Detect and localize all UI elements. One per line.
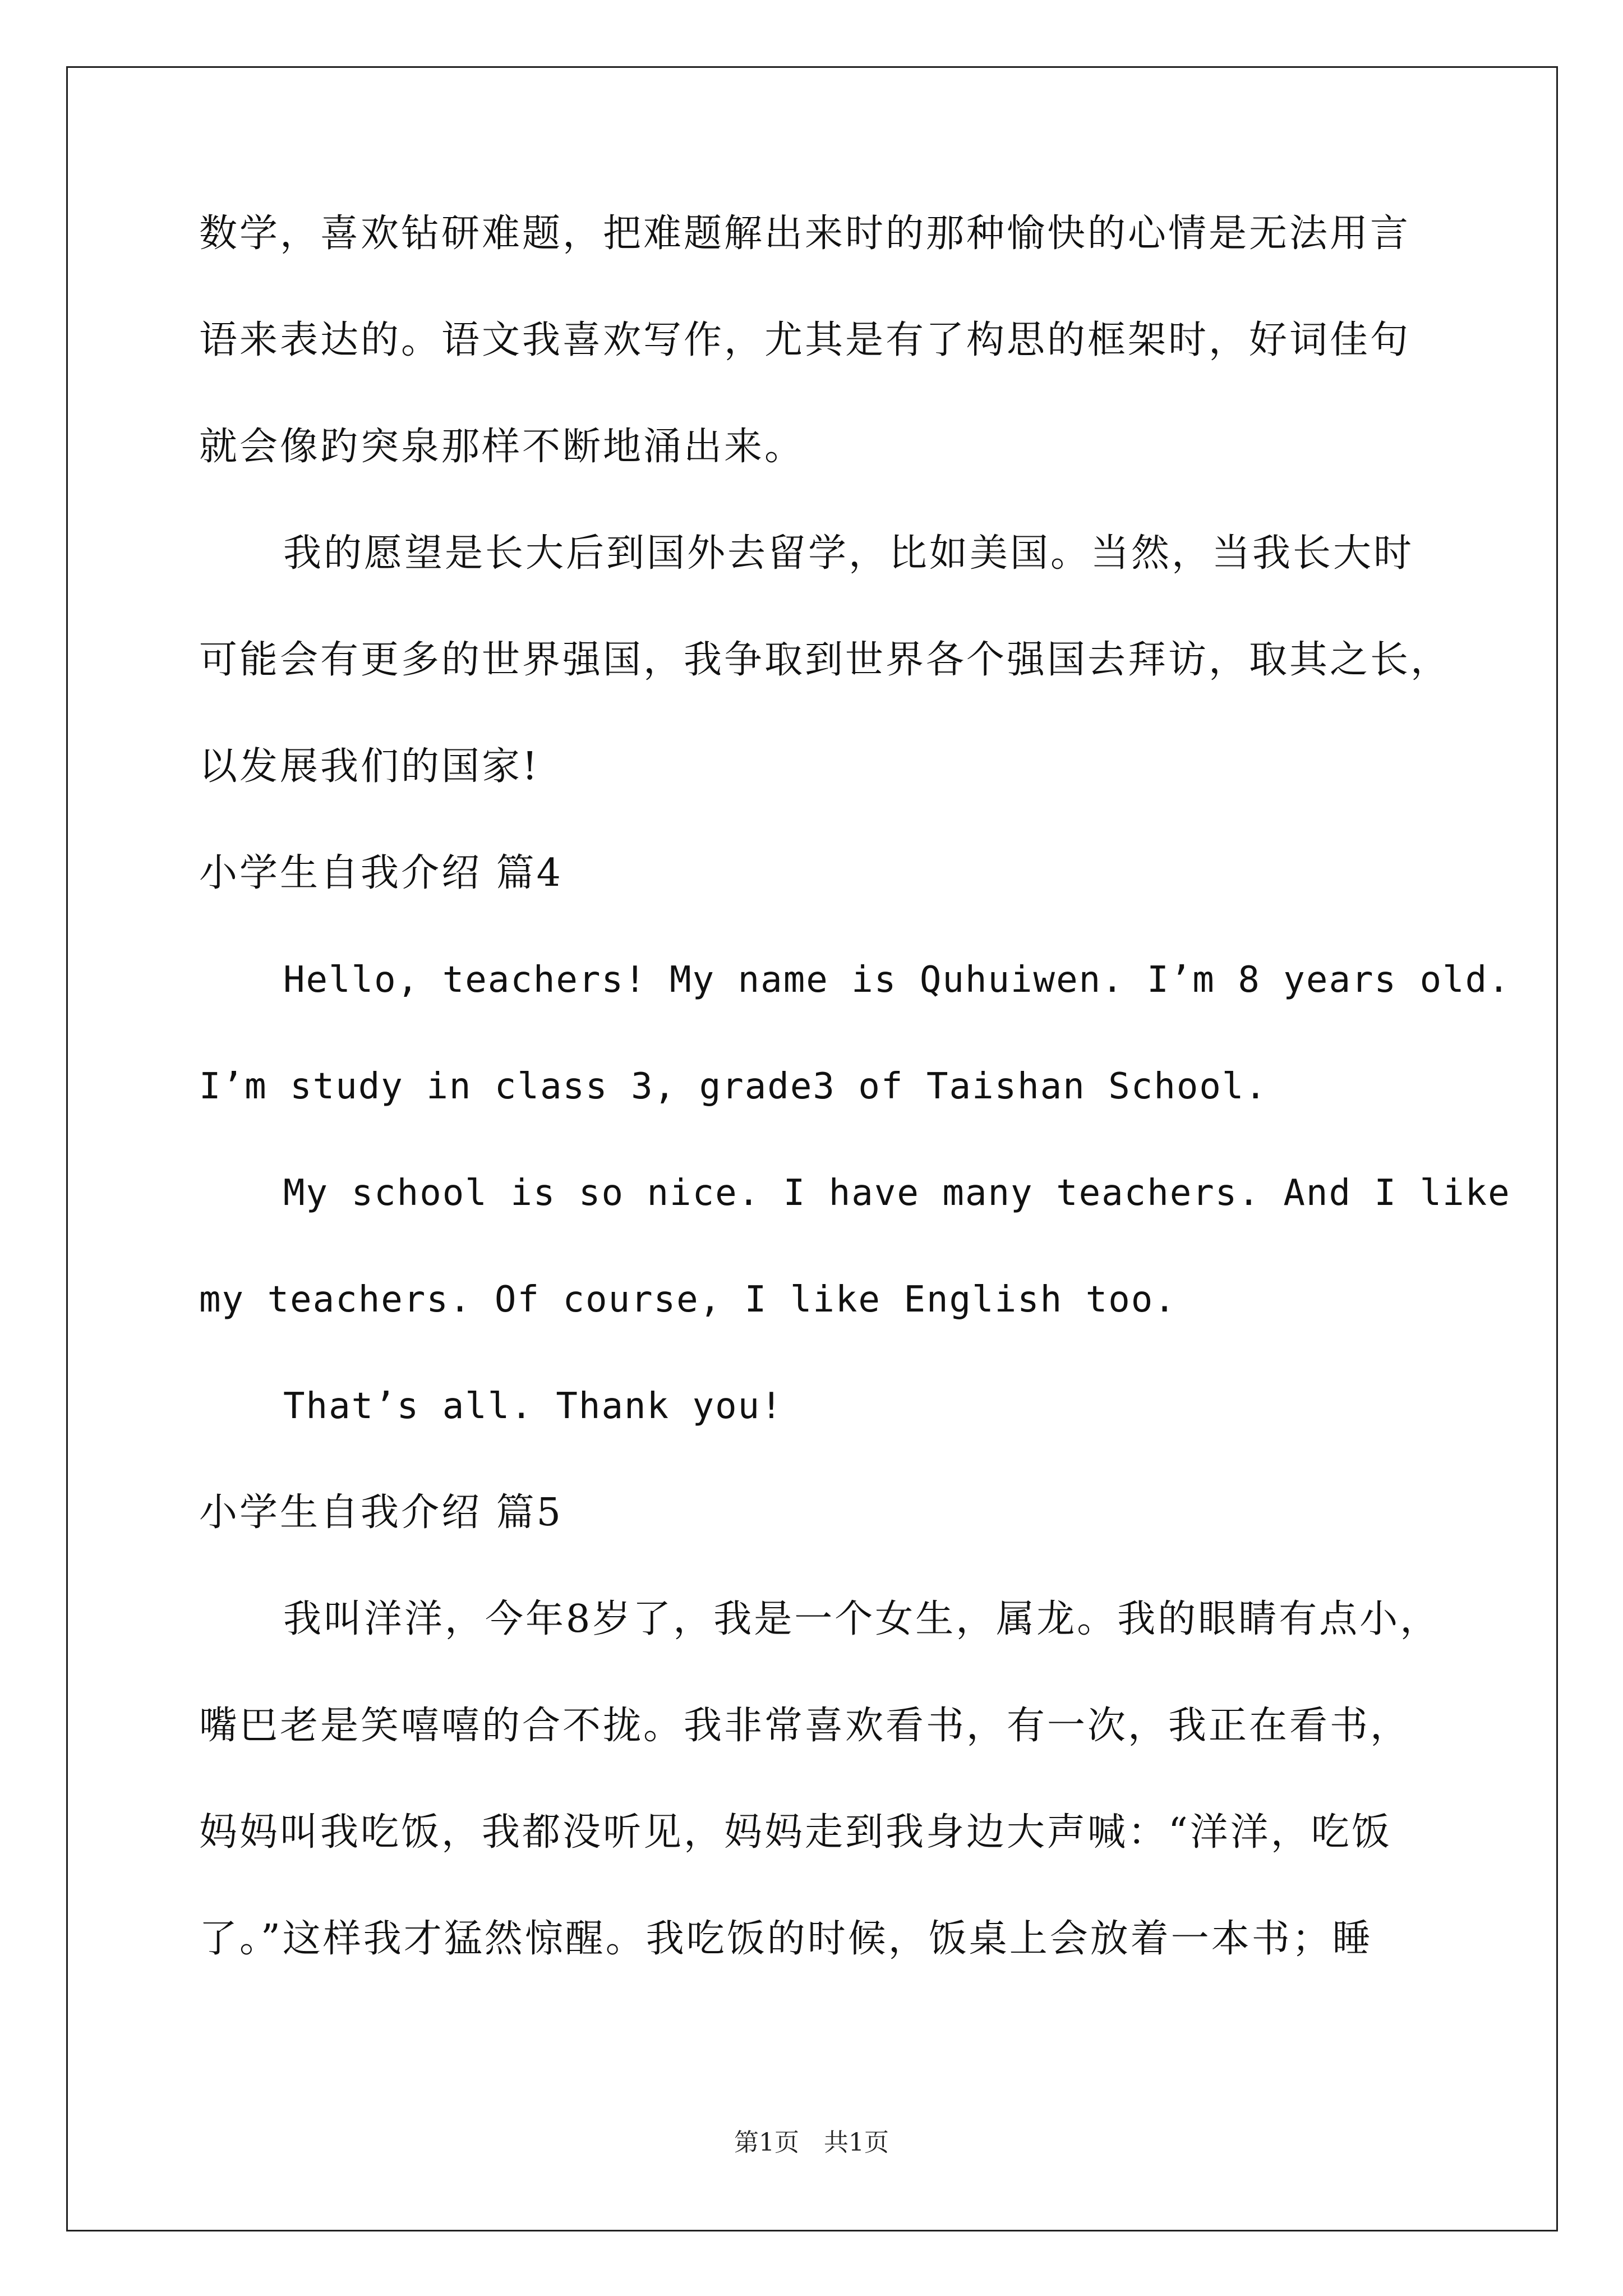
paragraph-line: 以发展我们的国家! xyxy=(199,744,540,789)
paragraph-line: I’m study in class 3, grade3 of Taishan School. xyxy=(199,1066,1267,1107)
paragraph-line: 我的愿望是长大后到国外去留学，比如美国。当然，当我长大时 xyxy=(283,531,1414,576)
paragraph-line: 数学，喜欢钻研难题，把难题解出来时的那种愉快的心情是无法用言 xyxy=(199,211,1411,256)
paragraph-line: That’s all. Thank you! xyxy=(283,1386,783,1427)
paragraph-line: Hello, teachers! My name is Quhuiwen. I’m 8 years old. xyxy=(283,959,1511,1001)
paragraph-line: 语来表达的。语文我喜欢写作，尤其是有了构思的框架时，好词佳句 xyxy=(199,318,1411,362)
paragraph-line: 就会像趵突泉那样不断地涌出来。 xyxy=(199,425,805,469)
paragraph-line: 可能会有更多的世界强国，我争取到世界各个强国去拜访，取其之长， xyxy=(199,638,1451,682)
section-heading: 小学生自我介绍 篇5 xyxy=(199,1490,563,1535)
section-heading: 小学生自我介绍 篇4 xyxy=(199,851,563,895)
page-border xyxy=(66,66,1558,2231)
paragraph-line: 了。”这样我才猛然惊醒。我吃饭的时候，饭桌上会放着一本书；睡 xyxy=(199,1917,1373,1961)
paragraph-line: 妈妈叫我吃饭，我都没听见，妈妈走到我身边大声喊：“洋洋，吃饭 xyxy=(199,1810,1392,1855)
paragraph-line: 我叫洋洋，今年8岁了，我是一个女生，属龙。我的眼睛有点小， xyxy=(283,1597,1441,1641)
page-number-footer: 第1页 共1页 xyxy=(734,2128,889,2157)
paragraph-line: my teachers. Of course, I like English too. xyxy=(199,1279,1177,1320)
paragraph-line: My school is so nice. I have many teachers. And I like xyxy=(283,1172,1511,1214)
paragraph-line: 嘴巴老是笑嘻嘻的合不拢。我非常喜欢看书，有一次，我正在看书， xyxy=(199,1704,1411,1748)
